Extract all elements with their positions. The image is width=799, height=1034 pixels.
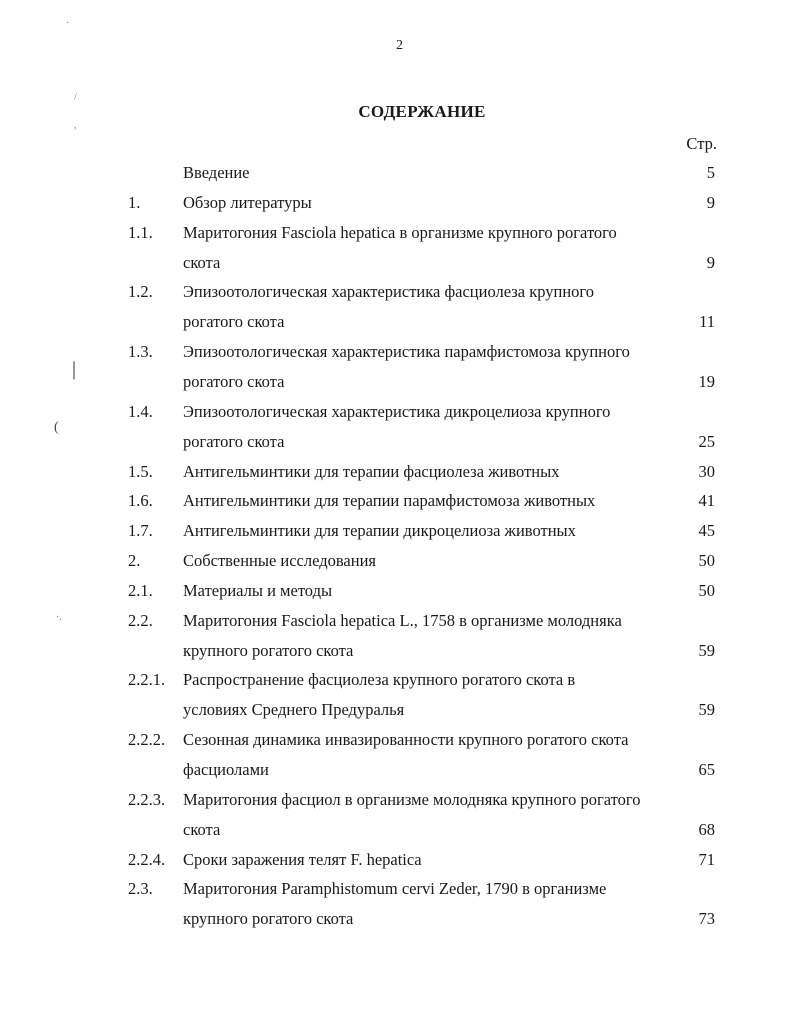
toc-entry-number: 1.2.: [128, 282, 153, 302]
toc-entry-title: Антигельминтики для терапии парамфистомоза животных: [183, 491, 596, 511]
toc-entry-title: Обзор литературы: [183, 192, 312, 212]
toc-entry-number: 2.2.3.: [128, 789, 166, 809]
toc-entry-title: скота: [183, 252, 221, 272]
toc-entry-page: 30: [698, 461, 715, 481]
toc-entry-page: 9: [706, 192, 715, 212]
toc-entry-title: Маритогония Paramphistomum cervi Zeder, 1790 в организме: [183, 879, 607, 899]
toc-entry-page: 73: [698, 909, 715, 929]
toc-entry-title: скота: [183, 819, 221, 839]
toc-entry-title: Эпизоотологическая характеристика парамфистомоза крупного: [183, 342, 630, 362]
toc-entry-number: 2.2.1.: [128, 670, 166, 690]
toc-entry-title: Маритогония Fasciola hepatica в организме крупного рогатого: [183, 222, 617, 242]
toc-entry-number: 2.2.4.: [128, 849, 166, 869]
toc-entry-title: Материалы и методы: [183, 580, 333, 600]
toc-entry-number: 1.4.: [128, 401, 153, 421]
toc-entry-number: 1.7.: [128, 521, 153, 541]
toc-entry-number: 2.2.: [128, 610, 153, 630]
toc-entry-title: Введение: [183, 163, 250, 182]
toc-entry-title: Сезонная динамика инвазированности крупного рогатого скота: [183, 730, 629, 750]
toc-entry-title: условиях Среднего Предуралья: [183, 700, 405, 720]
toc-entry-page: 59: [698, 640, 715, 660]
toc-entry-title: Антигельминтики для терапии фасциолеза животных: [183, 461, 560, 481]
toc-entry-title: рогатого скота: [183, 431, 285, 451]
toc-entry-page: 19: [698, 371, 715, 391]
toc-entry-title: крупного рогатого скота: [183, 909, 354, 929]
toc-entry-number: 1.1.: [128, 222, 153, 242]
toc-entry-number: 1.5.: [128, 461, 153, 481]
toc-entry-page: 68: [698, 819, 715, 839]
toc-entry-page: 11: [699, 312, 715, 332]
toc-entry-number: 1.6.: [128, 491, 153, 511]
toc-entry-page: 71: [698, 849, 715, 869]
toc-entry-page: 41: [698, 491, 715, 511]
toc-entry-number: 2.2.2.: [128, 730, 166, 750]
toc-entry-title: рогатого скота: [183, 312, 285, 332]
toc-entry-page: 25: [698, 431, 715, 451]
toc-entry-title: Эпизоотологическая характеристика дикроцелиоза крупного: [183, 401, 611, 421]
scan-speck: ,: [74, 120, 77, 131]
toc-entry-title: Эпизоотологическая характеристика фасциолеза крупного: [183, 282, 595, 302]
toc-entry-title: Маритогония фасциол в организме молодняка крупного рогатого: [183, 789, 641, 809]
toc-entry-title: фасциолами: [183, 760, 269, 779]
toc-entry-number: 2.3.: [128, 879, 153, 899]
toc-entry-page: 45: [698, 521, 715, 541]
scan-speck: /: [74, 92, 77, 103]
toc-entry-page: 65: [698, 760, 715, 779]
toc-entry-title: Маритогония Fasciola hepatica L., 1758 в организме молодняка: [183, 610, 622, 630]
toc-entry-page: 59: [698, 700, 715, 720]
page-title: СОДЕРЖАНИЕ: [358, 102, 486, 121]
toc-entry-title: Сроки заражения телят F. hepatica: [183, 849, 422, 869]
toc-entry-page: 50: [698, 580, 715, 600]
scan-speck: |: [72, 358, 77, 380]
toc-entry-title: Антигельминтики для терапии дикроцелиоза животных: [183, 521, 576, 541]
toc-entry-title: рогатого скота: [183, 371, 285, 391]
toc-entry-number: 1.3.: [128, 342, 153, 362]
scan-speck: (: [54, 420, 59, 435]
toc-entry-title: Распространение фасциолеза крупного рогатого скота в: [183, 670, 576, 690]
toc-entry-page: 9: [706, 252, 715, 272]
toc-entry-title: крупного рогатого скота: [183, 640, 354, 660]
page-column-header: Стр.: [686, 134, 717, 153]
toc-entry-number: 1.: [128, 192, 141, 212]
toc-entry-page: 5: [706, 163, 715, 182]
scan-speck: ·: [66, 18, 70, 29]
page-number: 2: [396, 38, 403, 53]
scan-speck: ·.: [56, 612, 62, 623]
toc-entry-page: 50: [698, 551, 715, 571]
toc-entry-title: Собственные исследования: [183, 551, 377, 571]
toc-entry-number: 2.: [128, 551, 141, 571]
toc-entry-number: 2.1.: [128, 580, 153, 600]
